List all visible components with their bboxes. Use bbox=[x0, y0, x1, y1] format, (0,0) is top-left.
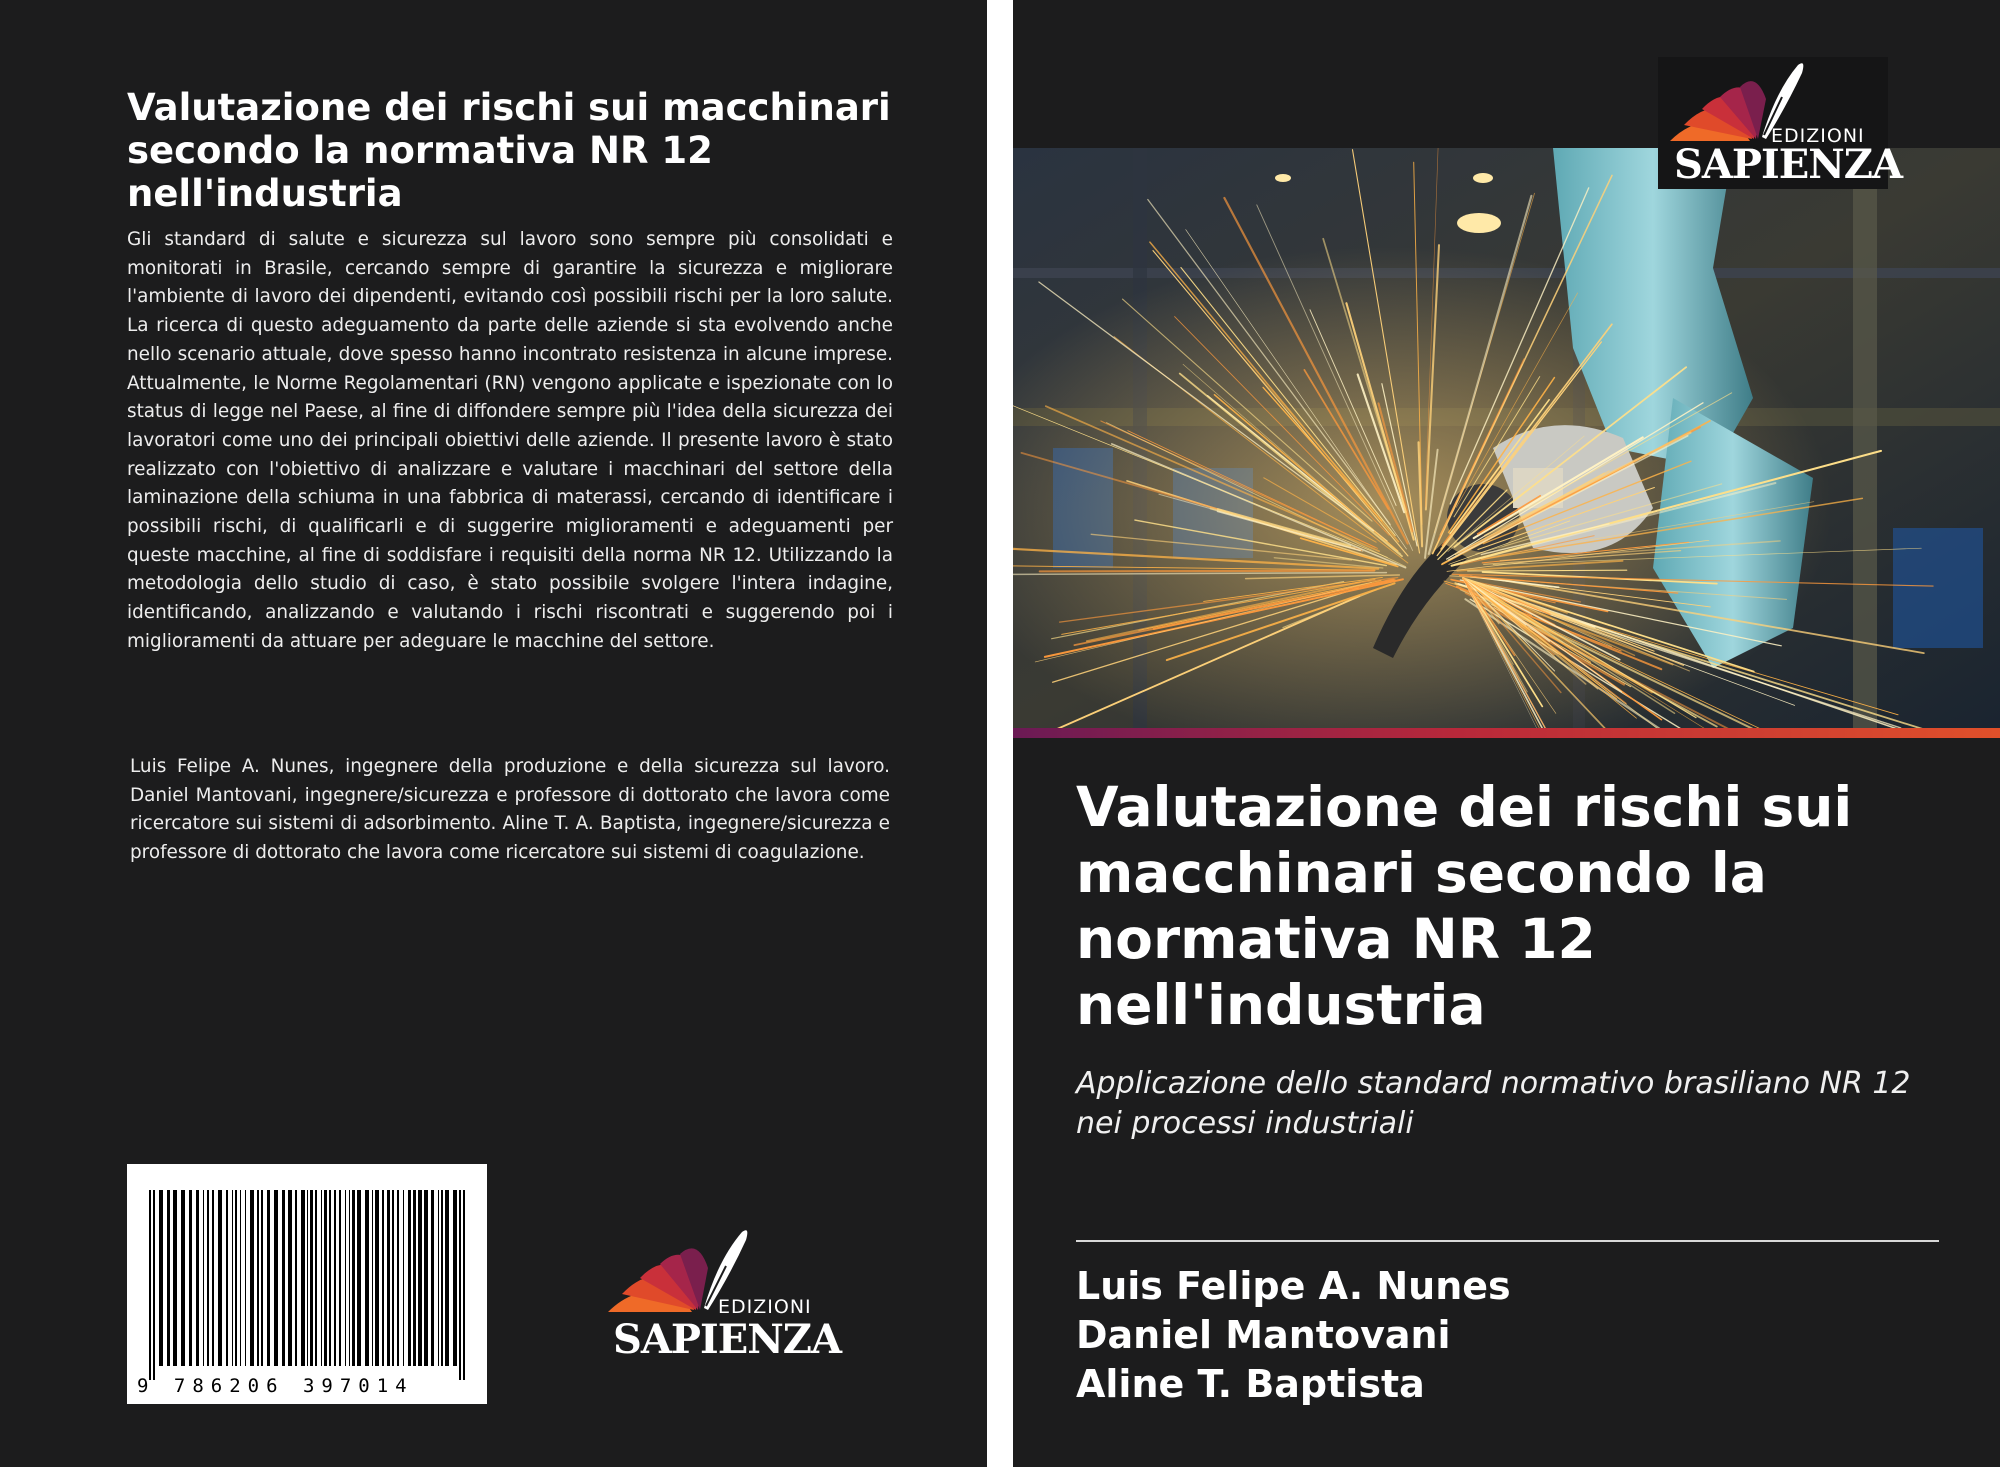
author-bio: Luis Felipe A. Nunes, ingegnere della produzione e della sicurezza sul lavoro. Daniel Mantovani, ingegnere/sicurezza e professore di dottorato che lavora come ricercatore sui sistemi di adsorbimento. Aline T. A. Baptista, ingegnere/sicurezza e professore di dottorato che lavora come ricercatore sui sistemi di coagulazione. bbox=[130, 756, 890, 864]
author-name: Luis Felipe A. Nunes bbox=[1076, 1264, 1511, 1308]
back-cover-abstract: Gli standard di salute e sicurezza sul lavoro sono sempre più consolidati e monitorati in Brasile, cercando sempre di garantire la sicurezza e migliorare l'ambiente di lavoro dei dipendenti, evitando così possibili rischi per la loro salute. La ricerca di questo adeguamento da parte delle aziende si sta evolvendo anche nello scenario attuale, dove spesso hanno incontrato resistenza in alcune imprese. Attualmente, le Norme Regolamentari (RN) vengono applicate e ispezionate con lo status di legge nel Paese, al fine di diffondere sempre più l'idea della sicurezza dei lavoratori come uno dei principali obiettivi delle aziende. Il presente lavoro è stato realizzato con l'obiettivo di analizzare e valutare i macchinari del settore della laminazione della schiuma in una fabbrica di materassi, cercando di identificare i possibili rischi, di qualificarli e di suggerire miglioramenti e adeguamenti per queste macchine, al fine di soddisfare i requisiti della norma NR 12. Utilizzando la metodologia dello studio di caso, è stato possibile svolgere l'intera indagine, identificando, analizzando e valutando i rischi riscontrati e suggerendo poi i miglioramenti da attuare per adeguare le macchine del settore. bbox=[127, 229, 893, 652]
isbn-digits: 9 786206 397014 bbox=[137, 1375, 414, 1397]
author-name: Daniel Mantovani bbox=[1076, 1313, 1451, 1357]
author-name: Aline T. Baptista bbox=[1076, 1362, 1425, 1406]
publisher-name: SAPIENZA bbox=[613, 1316, 841, 1363]
publisher-edizioni-label: EDIZIONI bbox=[1771, 125, 1865, 147]
publisher-logo-back bbox=[600, 1220, 841, 1363]
spine-gap bbox=[987, 0, 1013, 1467]
author-list bbox=[1076, 1262, 1511, 1409]
welding-robot-sparks-photo bbox=[1013, 148, 2000, 728]
publisher-logo-front bbox=[1658, 57, 1902, 189]
publisher-edizioni-label: EDIZIONI bbox=[718, 1296, 812, 1318]
accent-bar bbox=[1013, 728, 2000, 738]
back-cover bbox=[0, 0, 987, 1467]
back-cover-title: Valutazione dei rischi sui macchinari secondo la normativa NR 12 nell'industria bbox=[127, 86, 891, 215]
divider bbox=[1076, 1240, 1939, 1242]
isbn-barcode bbox=[127, 1164, 487, 1404]
front-cover bbox=[1013, 0, 2000, 1467]
barcode-icon bbox=[127, 1164, 487, 1404]
publisher-name: SAPIENZA bbox=[1674, 141, 1902, 188]
front-cover-subtitle: Applicazione dello standard normativo brasiliano NR 12 nei processi industriali bbox=[1076, 1066, 1911, 1141]
front-cover-title: Valutazione dei rischi sui macchinari secondo la normativa NR 12 nell'industria bbox=[1076, 775, 1853, 1037]
